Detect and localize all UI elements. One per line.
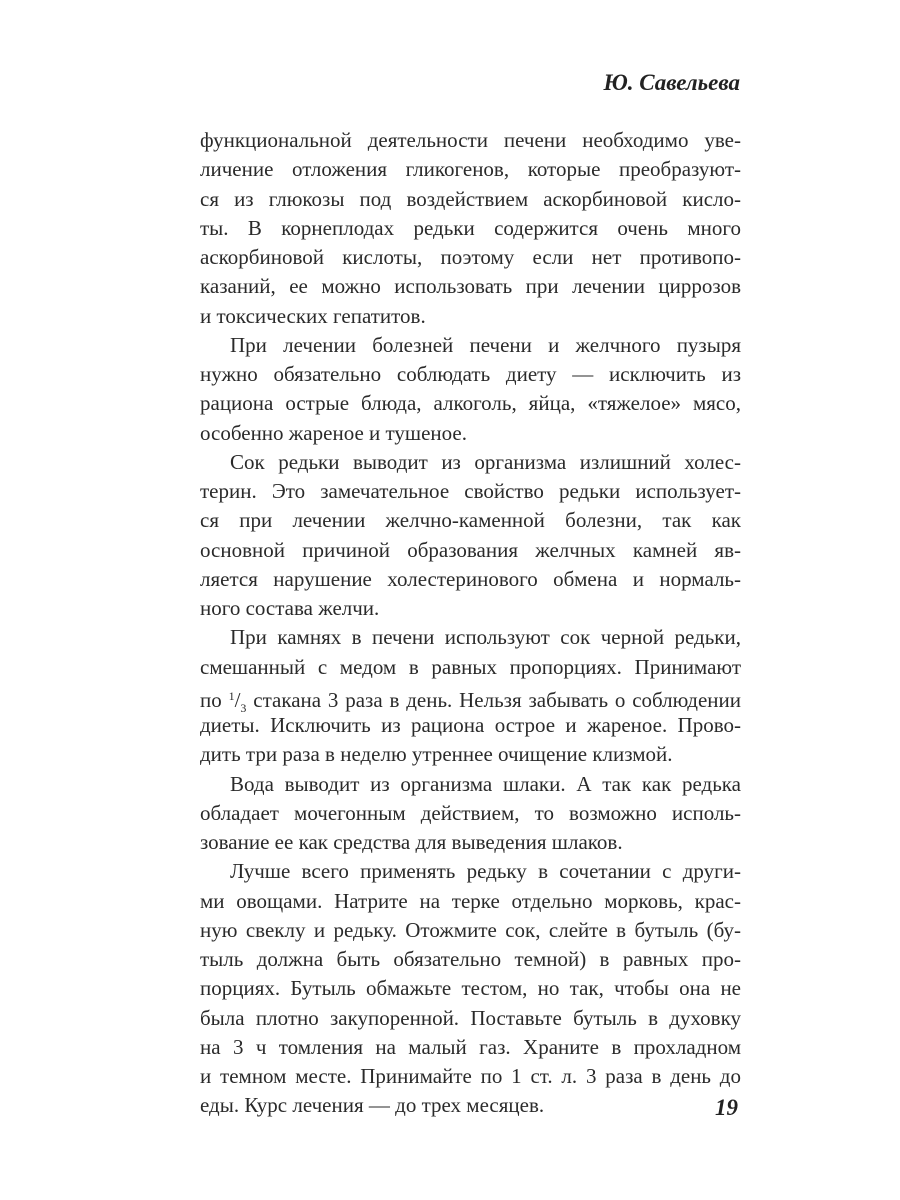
text-line: особенно жареное и тушеное. xyxy=(200,420,467,445)
fraction-numerator: 1 xyxy=(228,688,235,703)
text-line: Лучше всего применять редьку в сочетании с други- xyxy=(230,859,741,884)
paragraph xyxy=(200,331,741,448)
text-line: зование ее как средства для выведения шлаков. xyxy=(200,830,623,854)
text-line: терин. Это замечательное свойство редьки использует- xyxy=(200,479,741,503)
paragraph xyxy=(200,623,741,769)
text-line: Вода выводит из организма шлаки. А так как редька xyxy=(230,771,741,796)
text-line: тыль должна быть обязательно темной) в равных про- xyxy=(200,947,741,971)
text-line: диеты. Исключить из рациона острое и жареное. Прово- xyxy=(200,713,741,737)
paragraph xyxy=(200,857,741,1120)
paragraph xyxy=(200,448,741,624)
paragraph xyxy=(200,126,741,331)
text-line: Сок редьки выводит из организма излишний холес- xyxy=(230,449,741,474)
text-line: ми овощами. Натрите на терке отдельно морковь, крас- xyxy=(200,888,741,913)
text-line: ную свеклу и редьку. Отожмите сок, слейте в бутыль (бу- xyxy=(200,917,741,942)
text-line: казаний, ее можно использовать при лечении циррозов xyxy=(200,274,741,299)
text-segment: стакана 3 раза в день. Нельзя забывать о соблюдении xyxy=(246,687,741,712)
text-line: ся из глюкозы под воздействием аскорбиновой кисло- xyxy=(200,186,741,211)
text-segment: по xyxy=(200,687,229,712)
text-line: ты. В корнеплодах редьки содержится очень много xyxy=(200,215,741,240)
text-segment: / xyxy=(234,687,241,712)
text-line: При камнях в печени используют сок черной редьки, xyxy=(230,625,741,650)
text-line: порциях. Бутыль обмажьте тестом, но так, чтобы она не xyxy=(200,976,741,1001)
text-line: аскорбиновой кислоты, поэтому если нет противопо- xyxy=(200,245,741,269)
paragraph xyxy=(200,770,741,858)
text-line xyxy=(200,682,741,715)
text-line: основной причиной образования желчных камней яв- xyxy=(200,537,741,562)
text-line: смешанный с медом в равных пропорциях. Принимают xyxy=(200,654,741,679)
text-line: и токсических гепатитов. xyxy=(200,303,426,328)
text-line: на 3 ч томления на малый газ. Храните в прохладном xyxy=(200,1034,741,1059)
text-line: ся при лечении желчно-каменной болезни, так как xyxy=(200,508,741,533)
text-line: ляется нарушение холестеринового обмена и нормаль- xyxy=(200,566,741,591)
running-head-author: Ю. Савельева xyxy=(603,70,740,95)
text-line: функциональной деятельности печени необходимо уве- xyxy=(200,128,741,152)
text-line: обладает мочегонным действием, то возможно исполь- xyxy=(200,800,741,825)
text-line: личение отложения гликогенов, которые преобразуют- xyxy=(200,157,741,182)
text-line: ного состава желчи. xyxy=(200,596,380,620)
text-line: дить три раза в неделю утреннее очищение клизмой. xyxy=(200,742,673,767)
text-line: еды. Курс лечения — до трех месяцев. xyxy=(200,1093,545,1118)
body-text xyxy=(200,126,741,1121)
text-line: и темном месте. Принимайте по 1 ст. л. 3 раза в день до xyxy=(200,1064,741,1088)
text-line: нужно обязательно соблюдать диету — исключить из xyxy=(200,362,741,386)
text-line: была плотно закупоренной. Поставьте бутыль в духовку xyxy=(200,1005,741,1030)
text-line: При лечении болезней печени и желчного пузыря xyxy=(230,332,741,357)
text-line: рациона острые блюда, алкоголь, яйца, «тяжелое» мясо, xyxy=(200,391,741,416)
page-number: 19 xyxy=(715,1095,738,1120)
fraction-denominator: 3 xyxy=(240,700,247,715)
